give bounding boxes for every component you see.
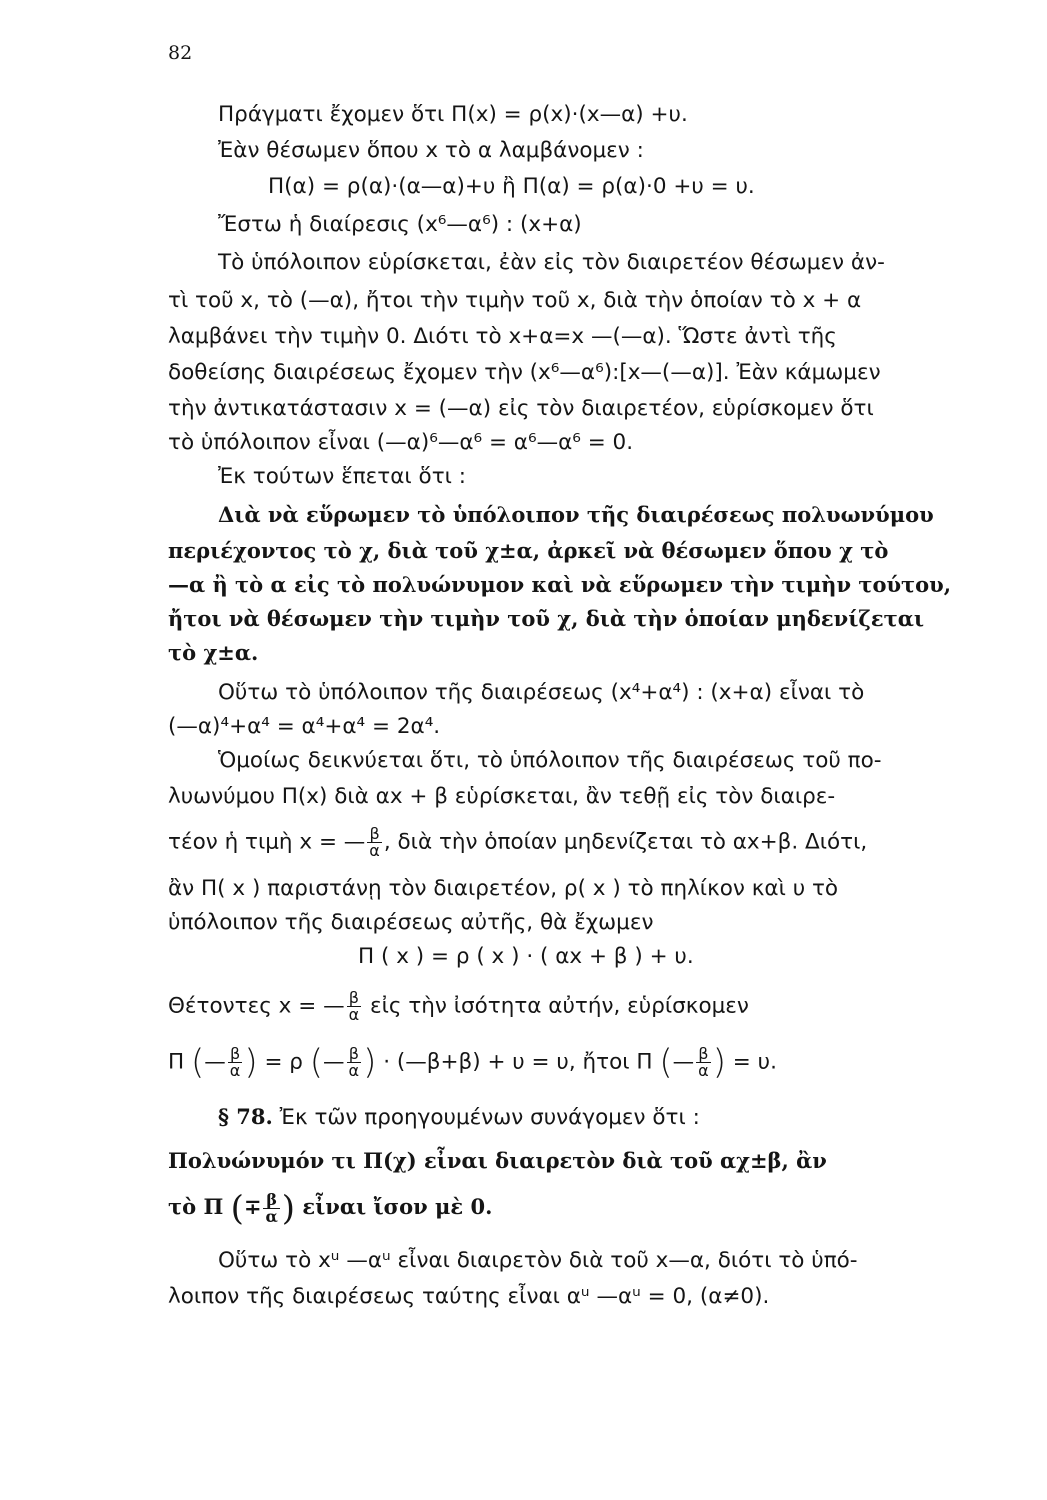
section-line — [218, 1102, 1033, 1133]
fraction-denominator: α — [265, 1207, 278, 1226]
minus-sign: — — [323, 1049, 345, 1075]
text-line: λοιπον τῆς διαιρέσεως ταύτης εἶναι αᵘ —αᵘ = 0, (α≠0). — [168, 1284, 770, 1309]
paren-close: ) — [712, 1042, 726, 1083]
fraction-denominator: α — [348, 1005, 360, 1024]
text-line: Ἔστω ἡ διαίρεσις (x⁶—α⁶) : (x+α) — [218, 212, 582, 237]
text-line: Οὕτω τὸ ὑπόλοιπον τῆς διαιρέσεως (x⁴+α⁴) : (x+α) εἶναι τὸ — [218, 680, 865, 705]
rule-line: περιέχοντος τὸ χ, διὰ τοῦ χ±α, ἀρκεῖ νὰ θέσωμεν ὅπου χ τὸ — [168, 538, 889, 563]
text-line: τὶ τοῦ x, τὸ (—α), ἤτοι τὴν τιμὴν τοῦ x, διὰ τὴν ὁποίαν τὸ x + α — [168, 288, 862, 313]
theorem2-pre: τὸ Π — [168, 1194, 224, 1219]
line25-pre: Θέτοντες x = — — [168, 993, 345, 1019]
minus-sign: — — [672, 1049, 695, 1075]
fraction-denominator: α — [369, 841, 380, 860]
text-line: Ὁμοίως δεικνύεται ὅτι, τὸ ὑπόλοιπον τῆς διαιρέσεως τοῦ πο- — [218, 748, 882, 773]
theorem2-post: εἶναι ἴσον μὲ 0. — [302, 1194, 493, 1219]
text-line: λαμβάνει τὴν τιμὴν 0. Διότι τὸ x+α=x —(—α). Ὥστε ἀντὶ τῆς — [168, 324, 837, 349]
eq-rho: = ρ — [264, 1049, 303, 1075]
line21-post: , διὰ τὴν ὁποίαν μηδενίζεται τὸ αx+β. Διότι, — [383, 829, 868, 855]
rule-line: —α ἢ τὸ α εἰς τὸ πολυώνυμον καὶ νὰ εὕρωμεν τὴν τιμὴν τούτου, — [168, 572, 952, 597]
rule-line: Διὰ νὰ εὕρωμεν τὸ ὑπόλοιπον τῆς διαιρέσεως πολυωνύμου — [218, 502, 934, 527]
eq-pi: Π — [168, 1049, 185, 1075]
line21-pre: τέον ἡ τιμὴ x = — — [168, 829, 366, 855]
section-number: § 78. — [218, 1104, 273, 1129]
fraction-beta-alpha — [228, 1046, 243, 1079]
text-line-with-fraction — [168, 990, 983, 1023]
text-line: Πράγματι ἔχομεν ὅτι Π(x) = ρ(x)·(x—α) +υ. — [218, 102, 688, 127]
fraction-numerator: β — [263, 1192, 279, 1209]
paren-close: ) — [363, 1042, 377, 1083]
minus-plus-sign: ∓ — [243, 1194, 262, 1219]
text-line: Ἐκ τούτων ἕπεται ὅτι : — [218, 464, 466, 489]
text-line: Ἐὰν θέσωμεν ὅπου x τὸ α λαμβάνομεν : — [218, 138, 644, 163]
text-line: (—α)⁴+α⁴ = α⁴+α⁴ = 2α⁴. — [168, 714, 441, 739]
page-number: 82 — [168, 42, 193, 64]
equation-line-with-fractions — [168, 1042, 983, 1083]
fraction-numerator: β — [696, 1046, 711, 1063]
text-line: ἂν Π( x ) παριστάνῃ τὸν διαιρετέον, ρ( x ) τὸ πηλίκον καὶ υ τὸ — [168, 876, 839, 901]
paren-open: ( — [659, 1042, 673, 1083]
rule-line: ἤτοι νὰ θέσωμεν τὴν τιμὴν τοῦ χ, διὰ τὴν ὁποίαν μηδενίζεται — [168, 606, 925, 631]
fraction-beta-alpha — [347, 1046, 362, 1079]
fraction-denominator: α — [698, 1061, 709, 1080]
rule-line: τὸ χ±α. — [168, 640, 259, 665]
fraction-beta-alpha — [367, 826, 382, 859]
fraction-denominator: α — [229, 1061, 241, 1080]
theorem-line-with-fraction — [168, 1188, 983, 1229]
fraction-numerator: β — [347, 1046, 362, 1063]
line25-post: εἰς τὴν ἰσότητα αὐτήν, εὑρίσκομεν — [369, 993, 749, 1019]
text-line: Τὸ ὑπόλοιπον εὑρίσκεται, ἐὰν εἰς τὸν διαιρετέον θέσωμεν ἀν- — [218, 250, 885, 275]
fraction-beta-alpha — [263, 1192, 279, 1225]
text-line: τὴν ἀντικατάστασιν x = (—α) εἰς τὸν διαιρετέον, εὑρίσκομεν ὅτι — [168, 396, 874, 421]
fraction-numerator: β — [347, 990, 362, 1007]
fraction-beta-alpha — [347, 990, 362, 1023]
equation-line: Π ( x ) = ρ ( x ) · ( αx + β ) + υ. — [358, 944, 694, 969]
equation-line: Π(α) = ρ(α)·(α—α)+υ ἢ Π(α) = ρ(α)·0 +υ = υ. — [268, 174, 755, 199]
fraction-numerator: β — [228, 1046, 243, 1063]
minus-sign: — — [204, 1049, 226, 1075]
theorem-line: Πολυώνυμόν τι Π(χ) εἶναι διαιρετὸν διὰ τοῦ αχ±β, ἂν — [168, 1148, 827, 1173]
text-line: δοθείσης διαιρέσεως ἔχομεν τὴν (x⁶—α⁶):[x—(—α)]. Ἐὰν κάμωμεν — [168, 360, 881, 385]
paren-open: ( — [309, 1042, 324, 1083]
eq-middle: · (—β+β) + υ = υ, ἤτοι Π — [383, 1049, 653, 1075]
fraction-denominator: α — [348, 1061, 360, 1080]
text-line: τὸ ὑπόλοιπον εἶναι (—α)⁶—α⁶ = α⁶—α⁶ = 0. — [168, 430, 634, 455]
text-line-with-fraction — [168, 826, 983, 859]
section-text: Ἐκ τῶν προηγουμένων συνάγομεν ὅτι : — [279, 1105, 700, 1130]
text-line: λυωνύμου Π(x) διὰ αx + β εὑρίσκεται, ἂν τεθῇ εἰς τὸν διαιρε- — [168, 784, 836, 809]
paren-open: ( — [191, 1042, 205, 1083]
fraction-numerator: β — [367, 826, 382, 843]
fraction-beta-alpha — [696, 1046, 711, 1079]
text-line: ὑπόλοιπον τῆς διαιρέσεως αὐτῆς, θὰ ἔχωμεν — [168, 910, 654, 935]
paren-close: ) — [244, 1042, 258, 1083]
paren-close: ) — [281, 1188, 296, 1229]
eq-end: = υ. — [732, 1049, 777, 1075]
text-line: Οὕτω τὸ xᵘ —αᵘ εἶναι διαιρετὸν διὰ τοῦ x—α, διότι τὸ ὑπό- — [218, 1248, 858, 1273]
paren-open: ( — [230, 1188, 244, 1229]
